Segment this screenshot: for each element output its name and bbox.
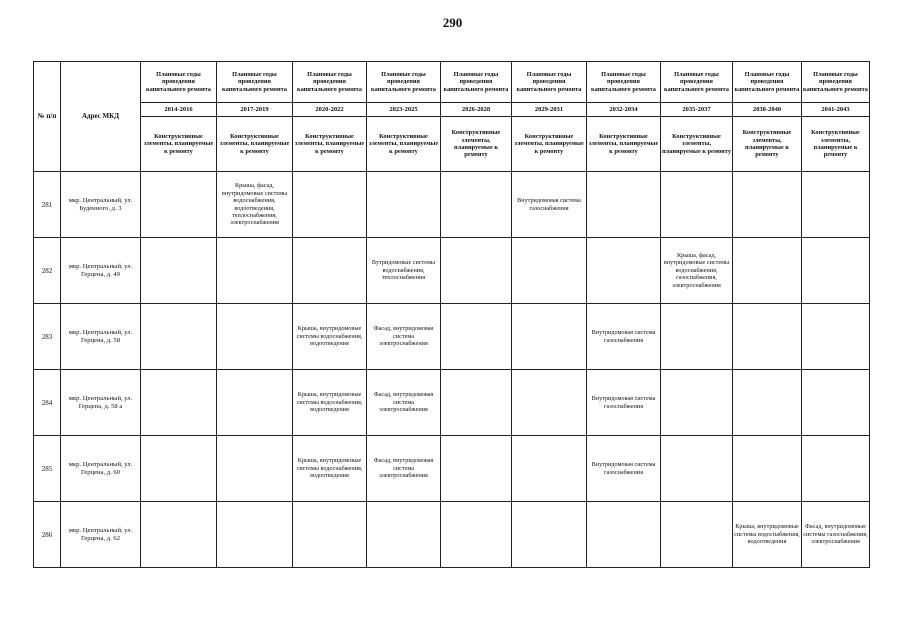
table-body xyxy=(34,172,870,568)
row-address: мкр. Центральный, ул. Герцена, д. 49 xyxy=(61,238,141,304)
period-title: Плановые годы проведения капитального ремонта xyxy=(367,62,441,103)
repair-cell xyxy=(217,304,293,370)
period-years: 2026-2028 xyxy=(441,103,512,117)
repair-cell xyxy=(367,172,441,238)
row-address: мкр. Центральный, ул. Герцена, д. 62 xyxy=(61,502,141,568)
row-address: мкр. Центральный, ул. Герцена, д. 58 а xyxy=(61,370,141,436)
repair-cell xyxy=(293,238,367,304)
period-title: Плановые годы проведения капитального ремонта xyxy=(587,62,661,103)
repair-cell: Крыша, внутридомовые системы водоснабжения, водоотведения xyxy=(293,304,367,370)
period-years: 2041-2043 xyxy=(802,103,870,117)
repair-cell xyxy=(802,304,870,370)
table-row xyxy=(34,238,870,304)
repair-cell xyxy=(802,436,870,502)
repair-cell xyxy=(441,436,512,502)
repair-cell: Фасад, внутридомовая система электроснабжения xyxy=(367,370,441,436)
period-elements-label: Конструктивные элементы, планируемые к ремонту xyxy=(587,117,661,172)
repair-cell: Фасад, внутридомовая система электроснабжения xyxy=(367,304,441,370)
period-years: 2023-2025 xyxy=(367,103,441,117)
repair-cell xyxy=(661,172,733,238)
capital-repair-table xyxy=(33,61,870,568)
repair-cell xyxy=(141,172,217,238)
period-years: 2029-2031 xyxy=(512,103,587,117)
repair-cell xyxy=(217,502,293,568)
repair-cell xyxy=(661,502,733,568)
repair-cell: Крыша, фасад, внутридомовые системы водоснабжения, газоснабжения, электроснабжения xyxy=(661,238,733,304)
table-row xyxy=(34,436,870,502)
period-title: Плановые годы проведения капитального ремонта xyxy=(661,62,733,103)
repair-cell xyxy=(802,172,870,238)
period-years: 2038-2040 xyxy=(733,103,802,117)
period-title: Плановые годы проведения капитального ремонта xyxy=(733,62,802,103)
repair-cell xyxy=(661,436,733,502)
period-elements-label: Конструктивные элементы, планируемые к ремонту xyxy=(293,117,367,172)
repair-cell: Фасад, внутридомовые системы газоснабжения, электроснабжения xyxy=(802,502,870,568)
repair-cell: Внутридомовая система газоснабжения xyxy=(512,172,587,238)
repair-cell xyxy=(141,370,217,436)
period-title: Плановые годы проведения капитального ремонта xyxy=(217,62,293,103)
period-years: 2017-2019 xyxy=(217,103,293,117)
period-years: 2035-2037 xyxy=(661,103,733,117)
repair-cell xyxy=(141,238,217,304)
period-title: Плановые годы проведения капитального ремонта xyxy=(141,62,217,103)
repair-cell xyxy=(512,370,587,436)
repair-cell xyxy=(512,238,587,304)
repair-cell xyxy=(802,370,870,436)
row-number: 286 xyxy=(34,502,61,568)
repair-cell xyxy=(217,238,293,304)
repair-cell xyxy=(661,370,733,436)
period-years: 2020-2022 xyxy=(293,103,367,117)
repair-cell: Внутридомовая система газоснабжения xyxy=(587,304,661,370)
table-row xyxy=(34,502,870,568)
header-title-row xyxy=(34,62,870,103)
repair-cell: Крыша, внутридомовые системы водоснабжения, водоотведения xyxy=(293,370,367,436)
repair-cell xyxy=(587,238,661,304)
table-row xyxy=(34,304,870,370)
repair-cell xyxy=(587,172,661,238)
repair-cell xyxy=(802,238,870,304)
period-title: Плановые годы проведения капитального ремонта xyxy=(802,62,870,103)
column-header-number: № п/п xyxy=(34,62,61,172)
period-elements-label: Конструктивные элементы, планируемые к ремонту xyxy=(802,117,870,172)
column-header-address: Адрес МКД xyxy=(61,62,141,172)
repair-cell: Крыша, фасад, внутридомовые системы водоснабжения, водоотведения, теплоснабжения, электроснабжения xyxy=(217,172,293,238)
period-elements-label: Конструктивные элементы, планируемые к ремонту xyxy=(367,117,441,172)
repair-cell xyxy=(217,436,293,502)
row-number: 281 xyxy=(34,172,61,238)
table-row xyxy=(34,370,870,436)
period-title: Плановые годы проведения капитального ремонта xyxy=(512,62,587,103)
repair-cell xyxy=(141,502,217,568)
row-number: 283 xyxy=(34,304,61,370)
repair-cell xyxy=(512,502,587,568)
repair-cell: Внутридомовая система газоснабжения xyxy=(587,370,661,436)
period-years: 2032-2034 xyxy=(587,103,661,117)
row-number: 285 xyxy=(34,436,61,502)
repair-cell xyxy=(441,238,512,304)
repair-cell xyxy=(441,172,512,238)
row-address: мкр. Центральный, ул. Буденного, д. 3 xyxy=(61,172,141,238)
repair-cell: Фасад, внутридомовая система электроснабжения xyxy=(367,436,441,502)
period-years: 2014-2016 xyxy=(141,103,217,117)
row-number: 282 xyxy=(34,238,61,304)
repair-cell: Крыша, внутридомовые системы водоснабжения, водоотведения xyxy=(733,502,802,568)
period-title: Плановые годы проведения капитального ремонта xyxy=(293,62,367,103)
repair-cell xyxy=(733,304,802,370)
row-address: мкр. Центральный, ул. Герцена, д. 60 xyxy=(61,436,141,502)
repair-cell xyxy=(587,502,661,568)
repair-cell xyxy=(733,238,802,304)
repair-cell xyxy=(367,502,441,568)
repair-cell: Вутридомовые системы водоснабжения, теплоснабжения xyxy=(367,238,441,304)
repair-cell xyxy=(441,304,512,370)
period-elements-label: Конструктивные элементы, планируемые к ремонту xyxy=(441,117,512,172)
repair-cell xyxy=(733,370,802,436)
repair-cell xyxy=(441,502,512,568)
period-elements-label: Конструктивные элементы, планируемые к ремонту xyxy=(512,117,587,172)
row-number: 284 xyxy=(34,370,61,436)
repair-cell xyxy=(141,436,217,502)
period-elements-label: Конструктивные элементы, планируемые к ремонту xyxy=(661,117,733,172)
repair-cell: Крыша, внутридомовые системы водоснабжения, водоотведения xyxy=(293,436,367,502)
repair-cell xyxy=(293,502,367,568)
page-number: 290 xyxy=(442,15,463,30)
table-row xyxy=(34,172,870,238)
repair-cell xyxy=(441,370,512,436)
period-elements-label: Конструктивные элементы, планируемые к ремонту xyxy=(141,117,217,172)
repair-cell xyxy=(512,304,587,370)
repair-cell xyxy=(733,172,802,238)
repair-cell xyxy=(512,436,587,502)
period-title: Плановые годы проведения капитального ремонта xyxy=(441,62,512,103)
header-elements-row xyxy=(34,117,870,172)
period-elements-label: Конструктивные элементы, планируемые к ремонту xyxy=(733,117,802,172)
repair-cell xyxy=(217,370,293,436)
header-years-row xyxy=(34,103,870,117)
repair-cell xyxy=(733,436,802,502)
period-elements-label: Конструктивные элементы, планируемые к ремонту xyxy=(217,117,293,172)
repair-cell xyxy=(293,172,367,238)
repair-cell xyxy=(661,304,733,370)
repair-cell xyxy=(141,304,217,370)
repair-cell: Внутридомовая система газоснабжения xyxy=(587,436,661,502)
table-header xyxy=(34,62,870,172)
row-address: мкр. Центральный, ул. Герцена, д. 58 xyxy=(61,304,141,370)
